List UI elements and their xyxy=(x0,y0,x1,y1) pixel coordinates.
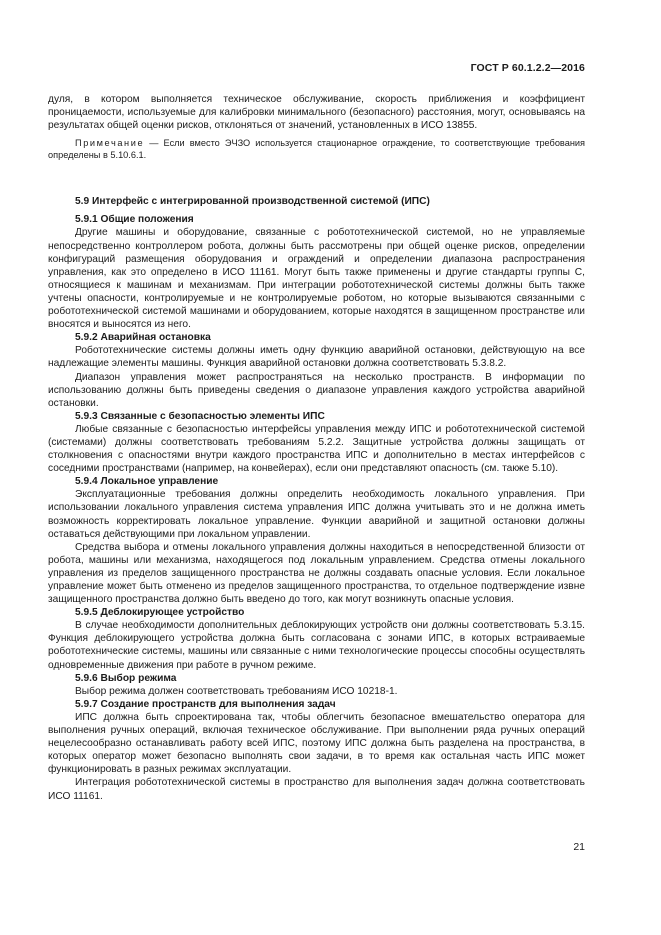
section-5-9-4-paragraph-2: Средства выбора и отмены локального управления должны находиться в непосредственной близости от робота, машины или механизма, находящегося под локальным управлением. Средства отмены локального управления из пределов защищенного пространства не должны создавать опасные условия. Если локальное управление может быть отменено из пределов защищенного пространства, то отдельное подтверждение извне защищенного пространства должно быть введено до того, как могут возникнуть опасные условия. xyxy=(48,541,585,606)
section-5-9-3-paragraph: Любые связанные с безопасностью интерфейсы управления между ИПС и робототехнической системой (системами) должны соответствовать требованиям 5.2.2. Защитные устройства должны защищать от столкновения с опасностями внутри каждого пространства ИПС и дополнительно в местах интерфейсов с соседними пространствами (например, на конвейерах), если они представляют опасность (см. также 5.10). xyxy=(48,423,585,475)
section-5-9-7-heading: 5.9.7 Создание пространств для выполнения задач xyxy=(75,698,336,710)
document-standard-number: ГОСТ Р 60.1.2.2—2016 xyxy=(470,62,585,74)
section-5-9-1-paragraph: Другие машины и оборудование, связанные с робототехнической системой, но не управляемые непосредственно контроллером робота, должны быть рассмотрены при общей оценке рисков, определении конфигураций размещения оборудования и ограждений и определении диапазона распространения управления, как это определено в ИСО 11161. Могут быть также применены и другие стандарты группы С, относящиеся к машинам и механизмам. При интеграции робототехнической системы должны быть также учтены опасности, контролируемые и не контролируемые роботом, но которые вызываются связанными с робототехнической системой машинами и оборудованием, которые находятся в защищенном пространстве или вносятся и выносятся из него. xyxy=(48,227,585,331)
section-5-9-2-paragraph-1: Робототехнические системы должны иметь одну функцию аварийной остановки, действующую на все надлежащие элементы машины. Функция аварийной остановки должна соответствовать 5.3.8.2. xyxy=(48,345,585,370)
section-5-9-5-heading: 5.9.5 Деблокирующее устройство xyxy=(75,607,245,619)
section-5-9-6-heading: 5.9.6 Выбор режима xyxy=(75,672,177,684)
section-5-9-heading: 5.9 Интерфейс с интегрированной производственной системой (ИПС) xyxy=(75,196,430,208)
section-5-9-3-heading: 5.9.3 Связанные с безопасностью элементы ИПС xyxy=(75,410,325,422)
note-text: — Если вместо ЭЧЗО используется стационарное ограждение, то соответствующие требования определены в 5.10.6.1. xyxy=(48,138,585,161)
page-number: 21 xyxy=(573,841,585,853)
section-5-9-4-heading: 5.9.4 Локальное управление xyxy=(75,476,219,488)
section-5-9-4-paragraph-1: Эксплуатационные требования должны определить необходимость локального управления. При использовании локального управления система управления ИПС должна учитывать это и не должна иметь возможность корректировать локальное управление. Функции аварийной и защитной остановки должны оставаться действующими при локальном управлении. xyxy=(48,489,585,540)
intro-paragraph: дуля, в котором выполняется техническое обслуживание, скорость приближения и коэффициент проницаемости, используемые для калибровки минимального (безопасного) расстояния, могут, основываясь на результатах общей оценки рисков, отклоняться от значений, установленных в ИСО 13855. xyxy=(48,94,585,132)
section-5-9-2-heading: 5.9.2 Аварийная остановка xyxy=(75,332,211,344)
section-5-9-5-paragraph: В случае необходимости дополнительных деблокирующих устройств они должны соответствовать 5.3.15. Функция деблокирующего устройства должна быть согласована с зонами ИПС, в которых встраиваемые робототехнические системы, машины или связанные с ними технологические процессы способны осуществлять одновременные движения при работе в ручном режиме. xyxy=(48,620,585,671)
section-5-9-7-paragraph-2: Интеграция робототехнической системы в пространство для выполнения задач должна соответствовать ИСО 11161. xyxy=(48,777,585,802)
note-paragraph xyxy=(48,137,585,161)
section-5-9-7-paragraph-1: ИПС должна быть спроектирована так, чтобы облегчить безопасное вмешательство оператора для выполнения ручных операций, включая техническое обслуживание. При выполнении ряда ручных операций нецелесообразно останавливать работу всей ИПС, поэтому ИПС должна быть разделена на пространства, в которых оператор может безопасно выполнять свои задачи, в то время как остальная часть ИПС может функционировать в разных режимах эксплуатации. xyxy=(48,711,585,776)
section-5-9-1-heading: 5.9.1 Общие положения xyxy=(75,214,194,226)
section-5-9-2-paragraph-2: Диапазон управления может распространяться на несколько пространств. В информации по использованию должны быть приведены сведения о диапазоне управления каждого устройства аварийной остановки. xyxy=(48,371,585,409)
section-5-9-6-paragraph: Выбор режима должен соответствовать требованиям ИСО 10218-1. xyxy=(75,685,398,697)
document-body xyxy=(48,93,585,803)
note-label: Примечание xyxy=(75,138,145,149)
